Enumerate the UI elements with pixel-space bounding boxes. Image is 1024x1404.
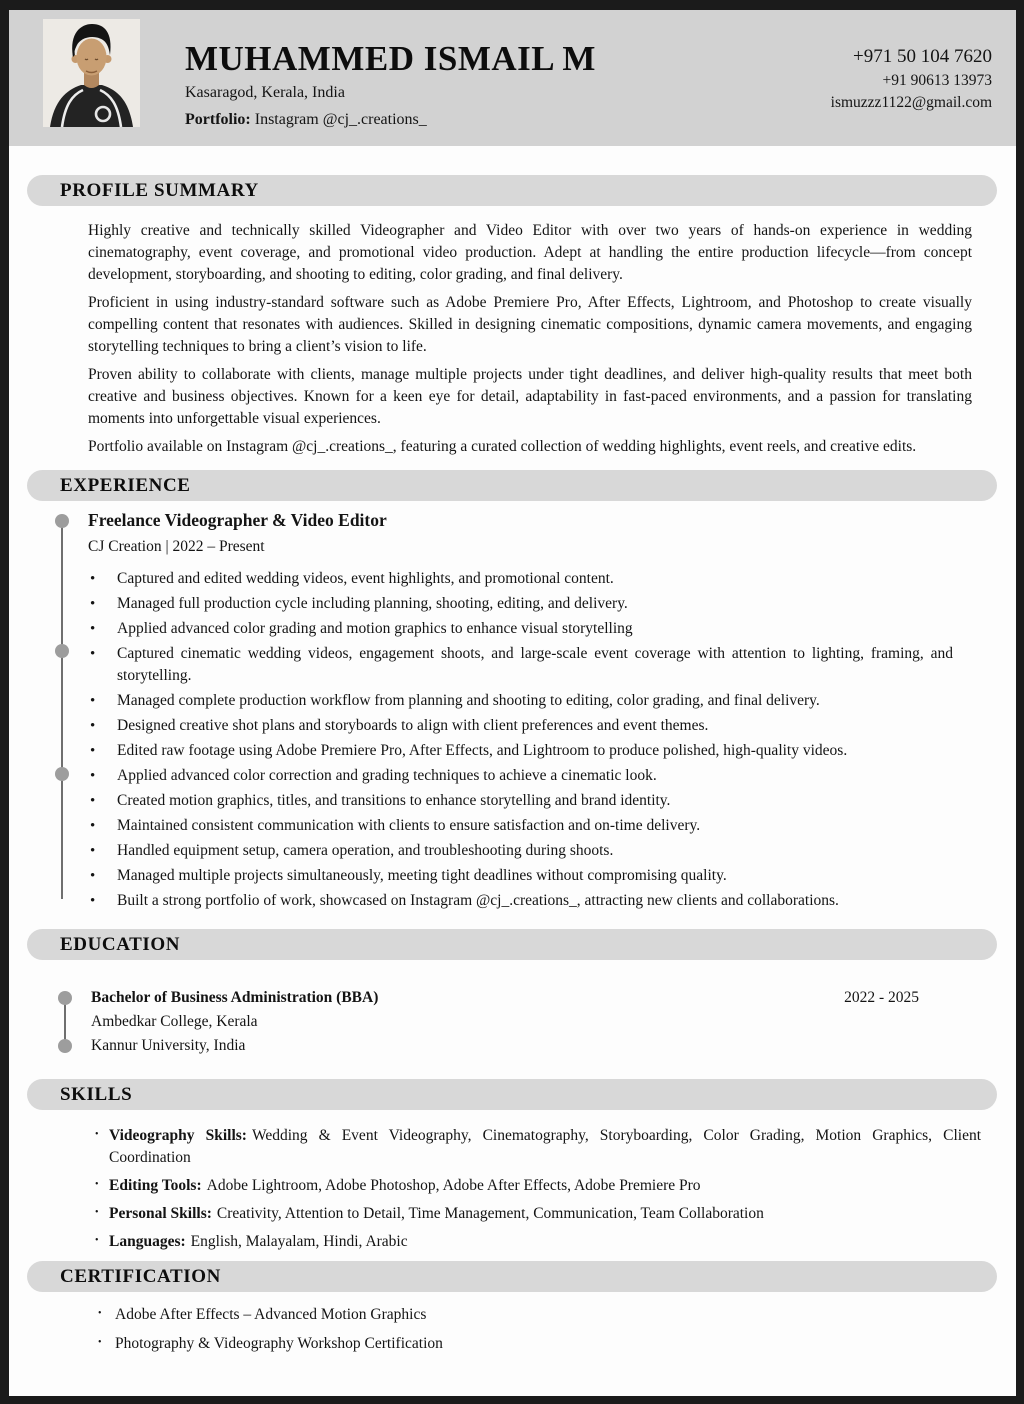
profile-summary-body: [88, 220, 972, 458]
degree-name: Bachelor of Business Administration (BBA): [91, 989, 379, 1006]
skills-list: [109, 1125, 981, 1253]
experience-bullet: • Applied advanced color grading and motion graphics to enhance visual storytelling: [117, 618, 953, 640]
experience-bullet: • Edited raw footage using Adobe Premiere Pro, After Effects, and Lightroom to produce polished, high-quality videos.: [117, 740, 953, 762]
contact-block: [831, 44, 992, 114]
skill-value: Adobe Lightroom, Adobe Photoshop, Adobe After Effects, Adobe Premiere Pro: [206, 1177, 701, 1194]
certification-list: [115, 1304, 975, 1355]
email: ismuzzz1122@gmail.com: [830, 94, 992, 111]
section-header-profile-summary: [27, 175, 997, 206]
company-line: CJ Creation | 2022 – Present: [88, 538, 265, 555]
section-title: SKILLS: [60, 1083, 133, 1105]
person-name: MUHAMMED ISMAIL M: [185, 39, 596, 78]
experience-bullet: • Handled equipment setup, camera operation, and troubleshooting during shoots.: [117, 840, 953, 862]
experience-bullet: • Managed full production cycle including planning, shooting, editing, and delivery.: [117, 593, 953, 615]
identity-block: [185, 40, 596, 132]
summary-paragraph: Highly creative and technically skilled Videographer and Video Editor with over two years of hands-on experience in wedding cinematography, event coverage, and promotional video production. Adept at handling the entire production lifecycle—from concept development, storyboarding, and shooting to editing, color grading, and final delivery.: [88, 222, 972, 283]
location: Kasaragod, Kerala, India: [185, 84, 345, 101]
experience-bullet: • Built a strong portfolio of work, showcased on Instagram @cj_.creations_, attracting new clients and collaborations.: [117, 890, 953, 912]
certification-item: • Adobe After Effects – Advanced Motion Graphics: [115, 1304, 975, 1326]
experience-bullet: • Captured cinematic wedding videos, engagement shoots, and large-scale event coverage with attention to lighting, framing, and storytelling.: [117, 643, 953, 687]
summary-paragraph: Proficient in using industry-standard software such as Adobe Premiere Pro, After Effects, Lightroom, and Photoshop to create visually compelling content that resonates with audiences. Skilled in designing cinematic compositions, dynamic camera movements, and engaging storytelling techniques to bring a client’s vision to life.: [88, 294, 972, 355]
skill-label: Editing Tools:: [109, 1177, 202, 1194]
summary-paragraph: Portfolio available on Instagram @cj_.creations_, featuring a curated collection of wedding highlights, event reels, and creative edits.: [88, 438, 917, 455]
section-title: EXPERIENCE: [60, 474, 191, 496]
experience-bullet: • Maintained consistent communication with clients to ensure satisfaction and on-time delivery.: [117, 815, 953, 837]
profile-photo: [43, 19, 140, 127]
portfolio-value: Instagram @cj_.creations_: [254, 111, 427, 128]
skill-item: [109, 1203, 981, 1225]
summary-paragraph: Proven ability to collaborate with clients, manage multiple projects under tight deadlines, and deliver high-quality results that meet both creative and business objectives. Known for a keen eye for detail, adaptability in fast-paced environments, and a passion for translating moments into unforgettable visual experiences.: [88, 366, 972, 427]
timeline-dot: [58, 1039, 72, 1053]
skill-label: Languages:: [109, 1233, 186, 1250]
skill-item: [109, 1175, 981, 1197]
skill-label: Videography Skills:: [109, 1127, 247, 1144]
header: [9, 10, 1016, 146]
section-title: CERTIFICATION: [60, 1265, 221, 1287]
experience-bullet: • Managed complete production workflow from planning and shooting to editing, color grading, and final delivery.: [117, 690, 953, 712]
timeline-line: [61, 521, 63, 899]
section-header-education: [27, 929, 997, 960]
skill-value: Creativity, Attention to Detail, Time Management, Communication, Team Collaboration: [216, 1205, 764, 1222]
section-header-certification: [27, 1261, 997, 1292]
profile-photo-illustration: [43, 19, 140, 127]
skill-value: English, Malayalam, Hindi, Arabic: [190, 1233, 408, 1250]
timeline-dot: [55, 514, 69, 528]
experience-section: [9, 509, 1016, 912]
section-header-experience: [27, 470, 997, 501]
skill-label: Personal Skills:: [109, 1205, 212, 1222]
skill-value: Wedding & Event Videography, Cinematography, Storyboarding, Color Grading, Motion Graphics, Client Coordination: [109, 1127, 981, 1166]
section-title: PROFILE SUMMARY: [60, 179, 259, 201]
experience-bullet: • Created motion graphics, titles, and transitions to enhance storytelling and brand identity.: [117, 790, 953, 812]
portfolio-line: [185, 108, 596, 132]
experience-bullet: • Captured and edited wedding videos, event highlights, and promotional content.: [117, 568, 953, 590]
timeline-dot: [58, 991, 72, 1005]
skill-item: [109, 1231, 981, 1253]
experience-bullet: • Designed creative shot plans and storyboards to align with client preferences and event themes.: [117, 715, 953, 737]
phone-secondary: +91 90613 13973: [882, 72, 992, 89]
portfolio-label: Portfolio:: [185, 111, 251, 128]
timeline-dot: [55, 644, 69, 658]
education-degree-row: [91, 987, 919, 1009]
experience-bullet-list: [117, 568, 953, 912]
job-title: Freelance Videographer & Video Editor: [88, 510, 387, 530]
section-header-skills: [27, 1079, 997, 1110]
experience-bullet: • Applied advanced color correction and grading techniques to achieve a cinematic look.: [117, 765, 953, 787]
skill-item: [109, 1125, 981, 1169]
certification-item: • Photography & Videography Workshop Certification: [115, 1333, 975, 1355]
section-title: EDUCATION: [60, 933, 181, 955]
timeline-dot: [55, 767, 69, 781]
phone-primary: +971 50 104 7620: [853, 46, 992, 67]
education-college: Ambedkar College, Kerala: [91, 1013, 258, 1030]
experience-bullet: • Managed multiple projects simultaneously, meeting tight deadlines without compromising quality.: [117, 865, 953, 887]
education-section: [9, 987, 1016, 1059]
education-dates: 2022 - 2025: [844, 989, 919, 1006]
education-university: Kannur University, India: [91, 1037, 246, 1054]
